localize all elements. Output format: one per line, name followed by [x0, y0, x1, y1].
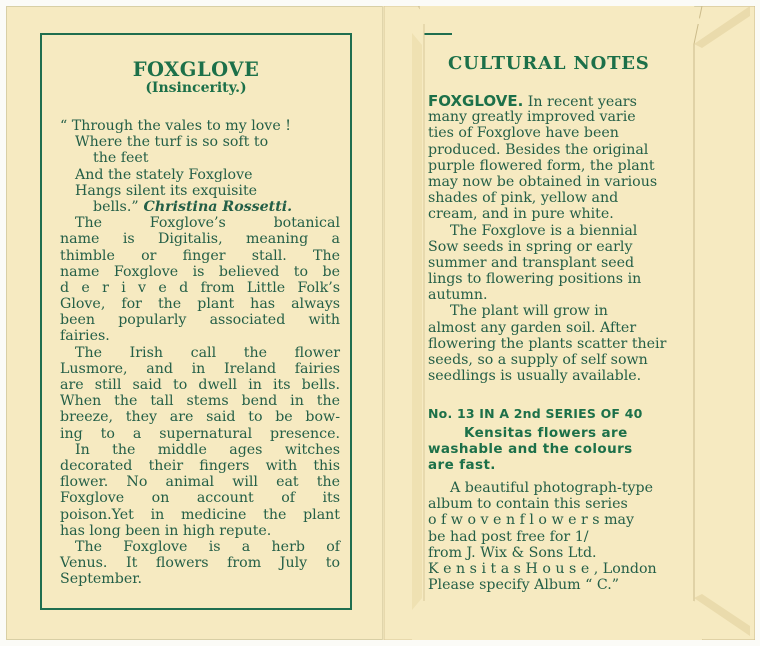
left-line-text: Where the turf is so soft to	[75, 134, 269, 151]
left-line-text: The Foxglove is a herb of	[75, 538, 340, 555]
left-line-text: fairies.	[60, 328, 110, 345]
left-line	[60, 442, 340, 458]
left-line-text: Lusmore, and in Ireland fairies	[60, 360, 340, 377]
left-line	[60, 248, 340, 264]
cultural-line-text: seeds, so a supply of self sown	[428, 352, 648, 368]
cultural-line-text: almost any garden soil. After	[428, 319, 637, 336]
left-line	[60, 539, 340, 555]
left-line	[60, 312, 340, 328]
washable-line: Kensitas flowers are	[464, 425, 628, 441]
left-line-text: name is Digitalis, meaning a	[60, 231, 340, 248]
left-line-text: ing to a supernatural presence.	[60, 425, 340, 442]
left-line-text: The Irish call the flower	[75, 344, 340, 361]
left-line	[60, 167, 340, 183]
left-line-text: Venus. It flowers from July to	[60, 555, 340, 572]
left-line	[60, 264, 340, 280]
left-line-text: been popularly associated with	[60, 312, 340, 329]
card-title: FOXGLOVE	[132, 58, 260, 81]
left-line	[60, 134, 340, 150]
left-line	[60, 296, 340, 312]
cultural-line-text: summer and transplant seed	[428, 254, 635, 271]
cultural-notes-heading: CULTURAL NOTES	[448, 53, 650, 74]
pocket-flaps	[384, 6, 755, 640]
left-line	[60, 231, 340, 247]
left-line	[60, 361, 340, 377]
cultural-line-text: many greatly improved varie	[428, 109, 636, 126]
series-number: No. 13 IN A 2nd SERIES OF 40	[428, 406, 643, 421]
left-line	[60, 328, 340, 344]
left-line	[60, 345, 340, 361]
cultural-line-text: Sow seeds in spring or early	[428, 238, 633, 255]
cultural-line-text: may now be obtained in various	[428, 173, 658, 190]
left-body-text	[60, 118, 340, 587]
left-line-text: Glove, for the plant has always	[60, 296, 340, 313]
album-line-text: be had post free for 1/	[428, 528, 589, 545]
album-line-text: from J. Wix & Sons Ltd.	[428, 544, 597, 561]
left-line-text: poison.Yet in medicine the plant	[60, 506, 340, 523]
left-line-text: are still said to dwell in its bells.	[60, 377, 340, 393]
left-line-text: breeze, they are said to be bow-	[60, 409, 340, 426]
left-line	[60, 474, 340, 490]
left-line-text: When the tall stems bend in the	[60, 393, 340, 410]
washable-line: are fast.	[428, 457, 496, 473]
left-line	[60, 118, 340, 134]
left-line-text: September.	[60, 571, 142, 588]
left-line-text: d e r i v e d from Little Folk’s	[60, 279, 340, 296]
album-line-text: album to contain this series	[428, 496, 628, 513]
left-line	[60, 555, 340, 571]
left-line-text: bells.”	[93, 198, 139, 215]
left-line	[60, 150, 340, 166]
left-line-text: thimble or finger stall. The	[60, 247, 340, 264]
album-line-text: o f w o v e n f l o w e r s may	[428, 512, 635, 529]
left-line	[60, 507, 340, 523]
cultural-line-text: flowering the plants scatter their	[428, 335, 667, 352]
left-line	[60, 426, 340, 442]
left-line	[60, 377, 340, 393]
left-line-text: has long been in high repute.	[60, 522, 272, 539]
left-line	[60, 490, 340, 506]
left-line	[60, 280, 340, 296]
left-line-text: flower. No animal will eat the	[60, 474, 340, 491]
cultural-line-text: cream, and in pure white.	[428, 206, 614, 223]
washable-line: washable and the colours	[428, 441, 633, 457]
cultural-line-text: ties of Foxglove have been	[428, 125, 619, 142]
left-line-text: Foxglove on account of its	[60, 490, 340, 507]
left-line-text: name Foxglove is believed to be	[60, 263, 340, 280]
cultural-line-text: autumn.	[428, 287, 488, 304]
cultural-line-text: seedlings is usually available.	[428, 368, 642, 385]
cultural-line-text: The Foxglove is a biennial	[450, 222, 638, 239]
album-line-text: A beautiful photograph-type	[450, 480, 654, 496]
left-line-text: In the middle ages witches	[75, 441, 340, 458]
card-subtitle: (Insincerity.)	[145, 80, 247, 96]
left-line-text: decorated their fingers with this	[60, 457, 340, 474]
left-line-text: “ Through the vales to my love !	[60, 118, 291, 134]
left-line	[60, 458, 340, 474]
left-line	[60, 571, 340, 587]
left-line-text: the feet	[93, 150, 149, 167]
poem-attribution: Christina Rossetti.	[138, 198, 293, 215]
cultural-line-text: In recent years	[523, 94, 637, 110]
left-line	[60, 183, 340, 199]
cultural-line-text: The plant will grow in	[450, 303, 608, 320]
left-line	[60, 409, 340, 425]
cultural-line-text: produced. Besides the original	[428, 141, 649, 158]
left-line-text: And the stately Foxglove	[75, 166, 253, 183]
left-line	[60, 523, 340, 539]
left-line	[60, 393, 340, 409]
foxglove-lead: FOXGLOVE.	[428, 92, 524, 110]
album-line-text: Please specify Album “ C.”	[428, 577, 619, 594]
cultural-line-text: purple flowered form, the plant	[428, 157, 655, 174]
left-line-text: The Foxglove’s botanical	[75, 215, 340, 232]
left-line	[60, 199, 340, 215]
cultural-line-text: lings to flowering positions in	[428, 271, 642, 288]
left-line-text: Hangs silent its exquisite	[75, 182, 258, 199]
cultural-line-text: shades of pink, yellow and	[428, 190, 619, 207]
album-line-text: K e n s i t a s H o u s e , London	[428, 560, 657, 577]
left-line	[60, 215, 340, 231]
